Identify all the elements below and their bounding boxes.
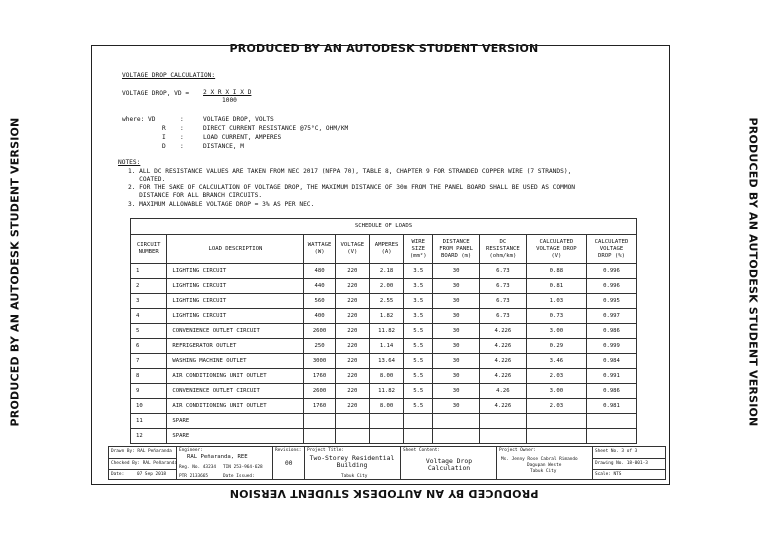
table-row (131, 369, 637, 384)
schedule-header-line: DISTANCE (442, 238, 470, 245)
load-description-cell: AIR CONDITIONING UNIT OUTLET (167, 369, 304, 384)
table-cell: 6.73 (480, 279, 527, 294)
note-line: COATED. (128, 176, 166, 183)
load-description-cell: LIGHTING CIRCUIT (167, 309, 304, 324)
table-cell: 2.03 (526, 369, 586, 384)
tb-owner: Ms. Jenny Rose Cabral Rimando (501, 457, 578, 462)
table-row (131, 294, 637, 309)
schedule-header-cell (587, 235, 637, 264)
def-text: DIRECT CURRENT RESISTANCE @75°C, OHM/KM (203, 125, 349, 132)
tb-revision: 00 (285, 460, 293, 467)
tb-sheet-info-cell (593, 447, 667, 479)
tb-sheet-no: Sheet No. 3 of 3 (595, 449, 638, 454)
table-cell: 0.999 (587, 339, 637, 354)
schedule-header-line: (W) (314, 249, 325, 255)
table-cell: 30 (433, 369, 480, 384)
table-row (131, 339, 637, 354)
schedule-header-cell (404, 235, 433, 264)
table-cell: 220 (335, 279, 369, 294)
table-cell: 3.5 (404, 264, 433, 279)
tb-drawing-no: Drawing No. 18-001-3 (595, 461, 648, 466)
table-cell: 30 (433, 294, 480, 309)
tb-project-title: Two-Storey Residential Building (309, 454, 395, 469)
schedule-header-line: (mm²) (409, 252, 427, 259)
schedule-header-cell (480, 235, 527, 264)
circuit-number-cell: 8 (131, 369, 167, 384)
table-row (131, 309, 637, 324)
circuit-number-cell: 1 (131, 264, 167, 279)
watermark-right: PRODUCED BY AN AUTODESK STUDENT VERSION (746, 117, 760, 427)
table-row (131, 399, 637, 414)
tb-date-issued: Date Issued: (223, 474, 255, 479)
table-cell: 250 (304, 339, 335, 354)
def-sep: : (180, 125, 184, 132)
table-cell: 0.29 (526, 339, 586, 354)
load-description-cell: LIGHTING CIRCUIT (167, 264, 304, 279)
table-cell: 11.82 (369, 384, 403, 399)
load-description-cell: AIR CONDITIONING UNIT OUTLET (167, 399, 304, 414)
formula-prefix: VOLTAGE DROP, VD = (122, 90, 190, 97)
def-symbol: D (162, 143, 166, 150)
table-cell: 480 (304, 264, 335, 279)
table-cell: 3.00 (526, 324, 586, 339)
table-cell: 1.82 (369, 309, 403, 324)
table-row (131, 324, 637, 339)
tb-revisions-label: Revisions: (275, 448, 302, 453)
circuit-number-cell: 9 (131, 384, 167, 399)
tb-scale: Scale: NTS (595, 472, 622, 477)
title-block (108, 446, 666, 480)
schedule-header-cell (131, 235, 167, 264)
table-cell: 4.226 (480, 369, 527, 384)
tb-sheet-content: Voltage Drop Calculation (425, 457, 473, 472)
load-description-cell: REFRIGERATOR OUTLET (167, 339, 304, 354)
def-symbol: R (162, 125, 166, 132)
tb-date-label: Date: (111, 472, 125, 477)
table-cell: 2.03 (526, 399, 586, 414)
table-cell: 4.226 (480, 339, 527, 354)
tb-location: Tabuk City (341, 474, 368, 479)
table-cell: 30 (433, 354, 480, 369)
tb-checked-by: Checked By: RAL Peñaranda (111, 461, 178, 466)
table-cell: 3.5 (404, 279, 433, 294)
schedule-header-line: DROP (%) (598, 252, 625, 259)
table-cell: 3000 (304, 354, 335, 369)
tb-drawn-cell (109, 447, 177, 479)
def-symbol: I (162, 134, 166, 141)
table-cell: 6.73 (480, 294, 527, 309)
tb-project-title-label: Project Title: (307, 448, 345, 453)
tb-date: 07 Sep 2018 (137, 472, 167, 477)
schedule-header-cell (526, 235, 586, 264)
note-line: DISTANCE FOR ALL BRANCH CIRCUITS. (128, 192, 263, 199)
circuit-number-cell: 4 (131, 309, 167, 324)
tb-owner-addr2: Tabuk City (530, 469, 557, 474)
formula-denominator: 1000 (222, 97, 237, 104)
schedule-header-line: BOARD (m) (440, 252, 472, 259)
table-cell: 6.73 (480, 309, 527, 324)
def-text: VOLTAGE DROP, VOLTS (203, 116, 274, 123)
table-cell: 220 (335, 264, 369, 279)
schedule-header-line: CALCULATED (539, 238, 574, 245)
schedule-header-cell (369, 235, 403, 264)
schedule-of-loads-table (130, 218, 637, 444)
table-cell (587, 414, 637, 429)
table-cell (480, 414, 527, 429)
schedule-header-line: AMPERES (374, 242, 399, 248)
table-cell: 30 (433, 309, 480, 324)
table-cell: 5.5 (404, 324, 433, 339)
table-cell: 8.00 (369, 369, 403, 384)
tb-project-cell (305, 447, 401, 479)
table-cell: 2600 (304, 384, 335, 399)
circuit-number-cell: 7 (131, 354, 167, 369)
note-line: 1. ALL DC RESISTANCE VALUES ARE TAKEN FROM NEC 2017 (NFPA 70), TABLE 8, CHAPTER 9 FOR STRANDED COPPER WIRE (7 STRANDS), (128, 168, 572, 175)
schedule-header-line: RESISTANCE (486, 245, 520, 252)
table-cell: 220 (335, 294, 369, 309)
tb-tin: TIN 253-964-628 (223, 465, 263, 470)
schedule-header-line: WIRE (411, 238, 425, 245)
table-cell: 220 (335, 369, 369, 384)
table-cell (433, 429, 480, 444)
table-cell: 0.996 (587, 279, 637, 294)
table-cell: 0.986 (587, 324, 637, 339)
tb-project-owner-label: Project Owner: (499, 448, 537, 453)
table-cell (304, 414, 335, 429)
def-symbol: VD (148, 116, 156, 123)
table-cell (587, 429, 637, 444)
table-cell (433, 414, 480, 429)
table-cell: 220 (335, 339, 369, 354)
table-cell: 30 (433, 279, 480, 294)
schedule-header-cell (433, 235, 480, 264)
schedule-header-line: (V) (551, 252, 562, 259)
table-cell: 440 (304, 279, 335, 294)
notes-heading: NOTES: (118, 159, 141, 166)
schedule-header-line: VOLTAGE DROP (536, 245, 577, 252)
table-cell: 5.5 (404, 339, 433, 354)
schedule-header-row (131, 235, 637, 264)
formula-numerator: 2 X R X I X D (203, 89, 252, 96)
table-cell: 1760 (304, 399, 335, 414)
table-cell: 1.03 (526, 294, 586, 309)
table-cell: 5.5 (404, 399, 433, 414)
schedule-header-line: (V) (347, 249, 358, 255)
table-cell: 0.73 (526, 309, 586, 324)
table-cell: 560 (304, 294, 335, 309)
table-cell: 30 (433, 384, 480, 399)
circuit-number-cell: 2 (131, 279, 167, 294)
table-cell: 0.996 (587, 264, 637, 279)
load-description-cell: LIGHTING CIRCUIT (167, 279, 304, 294)
table-cell (335, 429, 369, 444)
tb-engineer-cell (177, 447, 273, 479)
table-cell: 0.81 (526, 279, 586, 294)
table-cell: 4.226 (480, 354, 527, 369)
table-cell: 3.5 (404, 294, 433, 309)
schedule-header-cell (167, 235, 304, 264)
def-sep: : (180, 116, 184, 123)
schedule-header-line: WATTAGE (307, 242, 332, 248)
calc-heading: VOLTAGE DROP CALCULATION: (122, 72, 216, 79)
def-text: DISTANCE, M (203, 143, 244, 150)
tb-owner-addr1: Dagupan Weste (527, 463, 562, 468)
schedule-header-line: DC (499, 238, 507, 245)
schedule-header-cell (335, 235, 369, 264)
schedule-header-line: LOAD DESCRIPTION (208, 245, 263, 252)
schedule-title: SCHEDULE OF LOADS (131, 219, 637, 235)
table-row (131, 429, 637, 444)
load-description-cell: SPARE (167, 414, 304, 429)
watermark-bottom: PRODUCED BY AN AUTODESK STUDENT VERSION (229, 487, 539, 500)
table-cell: 0.984 (587, 354, 637, 369)
load-description-cell: WASHING MACHINE OUTLET (167, 354, 304, 369)
def-sep: : (180, 134, 184, 141)
circuit-number-cell: 3 (131, 294, 167, 309)
circuit-number-cell: 5 (131, 324, 167, 339)
table-cell: 8.00 (369, 399, 403, 414)
table-cell: 0.986 (587, 384, 637, 399)
table-cell: 5.5 (404, 384, 433, 399)
table-cell: 3.5 (404, 309, 433, 324)
tb-revisions-cell (273, 447, 305, 479)
circuit-number-cell: 11 (131, 414, 167, 429)
circuit-number-cell: 12 (131, 429, 167, 444)
schedule-header-line: CIRCUIT (136, 242, 161, 248)
table-cell (526, 429, 586, 444)
table-cell: 4.226 (480, 399, 527, 414)
watermark-left: PRODUCED BY AN AUTODESK STUDENT VERSION (8, 117, 22, 427)
circuit-number-cell: 10 (131, 399, 167, 414)
schedule-header-line: CALCULATED (594, 238, 629, 245)
table-cell: 0.88 (526, 264, 586, 279)
table-cell (369, 429, 403, 444)
load-description-cell: SPARE (167, 429, 304, 444)
tb-drawn-by: Drawn By: RAL Peñaranda (111, 449, 172, 454)
table-cell: 4.26 (480, 384, 527, 399)
tb-sheet-content-cell (401, 447, 497, 479)
table-cell: 0.995 (587, 294, 637, 309)
table-cell: 30 (433, 339, 480, 354)
table-cell: 220 (335, 399, 369, 414)
load-description-cell: LIGHTING CIRCUIT (167, 294, 304, 309)
schedule-header-cell (304, 235, 335, 264)
table-cell (335, 414, 369, 429)
table-cell: 30 (433, 399, 480, 414)
note-line: 3. MAXIMUM ALLOWABLE VOLTAGE DROP = 3% AS PER NEC. (128, 201, 315, 208)
table-cell: 3.00 (526, 384, 586, 399)
table-cell: 2.55 (369, 294, 403, 309)
table-row (131, 414, 637, 429)
table-cell: 1760 (304, 369, 335, 384)
table-cell: 30 (433, 264, 480, 279)
tb-ptr: PTR 2133665 (179, 474, 209, 479)
table-cell (404, 414, 433, 429)
table-cell: 2.00 (369, 279, 403, 294)
load-description-cell: CONVENIENCE OUTLET CIRCUIT (167, 384, 304, 399)
schedule-header-line: SIZE (411, 245, 425, 252)
def-text: LOAD CURRENT, AMPERES (203, 134, 282, 141)
schedule-header-line: (ohm/km) (489, 252, 517, 259)
tb-engineer-label: Engineer: (179, 448, 203, 453)
tb-engineer: RAL Peñaranda, REE (187, 454, 248, 460)
table-cell (304, 429, 335, 444)
def-sep: : (180, 143, 184, 150)
table-cell (369, 414, 403, 429)
table-cell: 0.991 (587, 369, 637, 384)
table-cell: 4.226 (480, 324, 527, 339)
table-cell: 11.82 (369, 324, 403, 339)
table-cell (526, 414, 586, 429)
table-cell: 2.18 (369, 264, 403, 279)
table-cell: 5.5 (404, 354, 433, 369)
table-cell: 220 (335, 384, 369, 399)
schedule-header-line: FROM PANEL (439, 245, 473, 252)
table-cell (404, 429, 433, 444)
tb-owner-cell (497, 447, 593, 479)
table-cell (480, 429, 527, 444)
watermark-top: PRODUCED BY AN AUTODESK STUDENT VERSION (229, 42, 539, 55)
table-cell: 400 (304, 309, 335, 324)
table-cell: 220 (335, 309, 369, 324)
schedule-header-line: VOLTAGE (340, 242, 365, 248)
table-cell: 0.981 (587, 399, 637, 414)
table-cell: 220 (335, 324, 369, 339)
table-cell: 1.14 (369, 339, 403, 354)
table-cell: 6.73 (480, 264, 527, 279)
table-cell: 220 (335, 354, 369, 369)
schedule-header-line: (A) (381, 249, 392, 255)
table-cell: 0.997 (587, 309, 637, 324)
schedule-header-line: NUMBER (138, 249, 159, 255)
circuit-number-cell: 6 (131, 339, 167, 354)
schedule-header-line: VOLTAGE (599, 245, 624, 252)
tb-sheet-content-label: Sheet Content: (403, 448, 441, 453)
note-line: 2. FOR THE SAKE OF CALCULATION OF VOLTAGE DROP, THE MAXIMUM DISTANCE OF 30m FROM THE PANEL BOARD SHALL BE USED AS COMMON (128, 184, 576, 191)
table-row (131, 279, 637, 294)
table-cell: 3.46 (526, 354, 586, 369)
table-row (131, 354, 637, 369)
table-cell: 2600 (304, 324, 335, 339)
table-cell: 5.5 (404, 369, 433, 384)
table-row (131, 384, 637, 399)
table-cell: 30 (433, 324, 480, 339)
table-row (131, 264, 637, 279)
tb-reg-no: Reg. No. 43234 (179, 465, 217, 470)
load-description-cell: CONVENIENCE OUTLET CIRCUIT (167, 324, 304, 339)
where-label: where: (122, 116, 145, 123)
table-cell: 13.64 (369, 354, 403, 369)
